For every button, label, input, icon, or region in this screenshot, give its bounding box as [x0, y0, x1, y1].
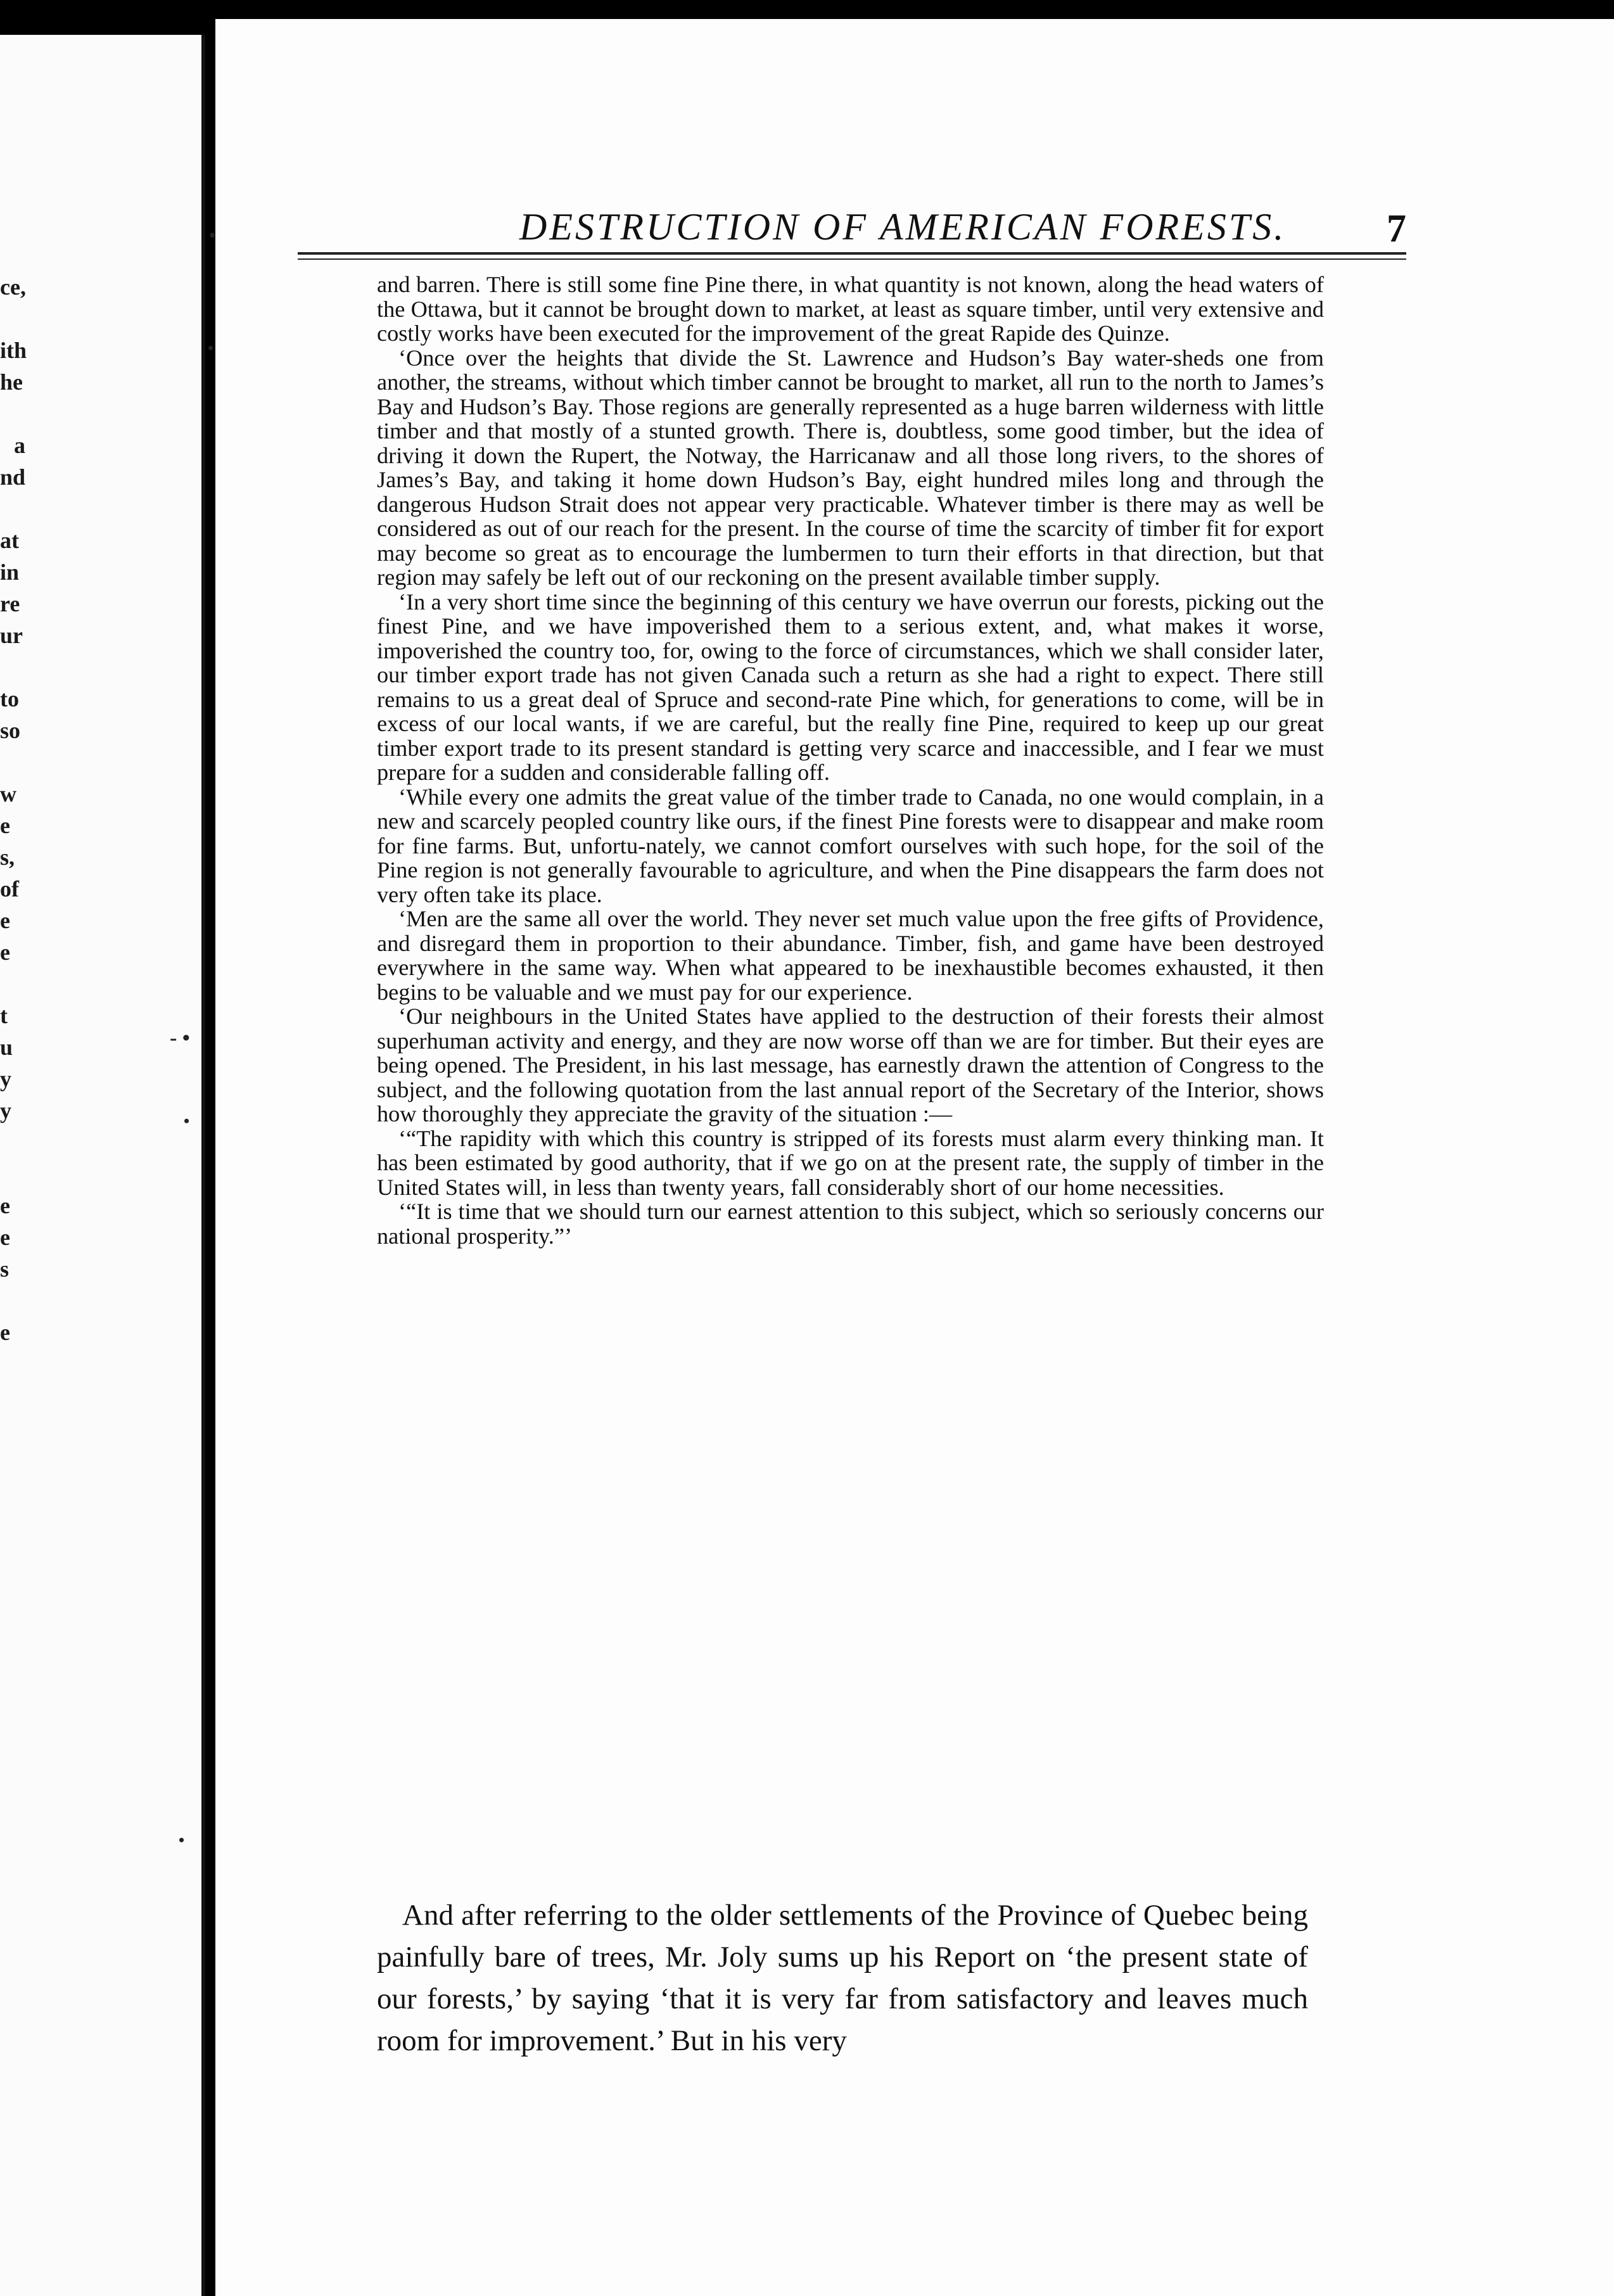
page-number: 7: [1387, 207, 1406, 250]
facing-page-fragment: y: [0, 1066, 11, 1092]
page-header: [298, 190, 1406, 260]
facing-page-fragment: nd: [0, 464, 26, 490]
facing-page-fragment: u: [0, 1035, 13, 1060]
facing-page-fragment: e: [0, 1320, 10, 1345]
facing-page-fragment: to: [0, 686, 19, 711]
margin-mark: •: [209, 225, 216, 246]
facing-page-fragment: e: [0, 908, 10, 933]
quote-paragraph: and barren. There is still some fine Pine there, in what quantity is not known, along the head waters of the Ottawa, but it cannot be brought down to market, at least as square timber, until very extensive and costly works have been executed for the improvement of the great Rapide des Quinze.: [377, 272, 1324, 346]
facing-page-fragment: e: [0, 940, 10, 965]
quote-paragraph: ‘In a very short time since the beginning of this century we have overrun our forests, picking out the finest Pine, and we have impoverished them to a serious extent, and, what makes it worse, impoverished the country too, for, owing to the force of circumstances, which we shall consider later, our timber export trade has not given Canada such a return as she had a right to expect. There still remains to us a great deal of Spruce and second-rate Pine which, for generations to come, will be in excess of our local wants, if we are careful, but the really fine Pine, required to keep up our great timber export trade to its present standard is getting very scarce and inaccessible, and I fear we must prepare for a sudden and considerable falling off.: [377, 589, 1324, 785]
facing-page-fragment: ur: [0, 623, 23, 648]
header-rule: [298, 252, 1406, 255]
facing-page-fragment: so: [0, 718, 21, 743]
facing-page-fragment: s: [0, 1256, 10, 1282]
facing-page-fragment: he: [0, 369, 23, 395]
margin-mark: •: [184, 1112, 190, 1130]
facing-page-fragment: y: [0, 1098, 11, 1123]
page-gutter: [201, 35, 205, 2296]
quote-paragraph: ‘Our neighbours in the United States have applied to the destruction of their forests their almost superhuman activity and energy, and they are now worse off than we are for timber. But their eyes are being opened. The President, in his last message, has earnestly drawn the attention of Congress to the subject, and the following quotation from the last annual report of the Secretary of the Interior, shows how thoroughly they appreciate the gravity of the situation :—: [377, 1004, 1324, 1126]
margin-mark: •: [179, 1831, 185, 1849]
margin-mark: - •: [170, 1026, 190, 1050]
facing-page-fragment: t: [0, 1003, 8, 1028]
facing-page-fragment: ce,: [0, 274, 26, 300]
block-quote: [377, 272, 1324, 1248]
quote-paragraph: ‘“It is time that we should turn our earnest attention to this subject, which so seriously concerns our national prosperity.”’: [377, 1199, 1324, 1249]
facing-page: [0, 35, 203, 2296]
facing-page-fragment: at: [0, 528, 19, 553]
margin-mark: •: [208, 339, 214, 357]
facing-page-fragment: a: [14, 433, 25, 458]
facing-page-fragment: ith: [0, 338, 27, 363]
running-title: DESTRUCTION OF AMERICAN FORESTS.: [519, 206, 1287, 248]
facing-page-fragment: re: [0, 591, 20, 616]
quote-paragraph: ‘Men are the same all over the world. They never set much value upon the free gifts of Providence, and disregard them in proportion to their abundance. Timber, fish, and game have been destroyed everywhere in the same way. When what appeared to be inexhaustible becomes exhausted, it then begins to be valuable and we must pay for our experience.: [377, 906, 1324, 1005]
facing-page-fragment: e: [0, 813, 10, 838]
facing-page-fragment: e: [0, 1193, 10, 1218]
quote-paragraph: ‘“The rapidity with which this country is stripped of its forests must alarm every thinking man. It has been estimated by good authority, that if we go on at the present rate, the supply of timber in the United States will, in less than twenty years, fall considerably short of our home necessities.: [377, 1125, 1324, 1200]
header-rule-thin: [298, 258, 1406, 260]
facing-page-fragment: s,: [0, 845, 15, 870]
facing-page-fragment: of: [0, 876, 19, 902]
facing-page-fragment: e: [0, 1225, 10, 1250]
facing-page-fragment: in: [0, 559, 20, 585]
body-paragraph: And after referring to the older settlements of the Province of Quebec being painfully bare of trees, Mr. Joly sums up his Report on ‘the present state of our forests,’ by saying ‘that it is very far from satisfactory and leaves much room for improvement.’ But in his very: [377, 1899, 1308, 2057]
body-text: [377, 1894, 1308, 2062]
facing-page-fragment: w: [0, 781, 16, 807]
quote-paragraph: ‘Once over the heights that divide the St. Lawrence and Hudson’s Bay water-sheds one from another, the streams, without which timber cannot be brought to market, all run to the north to James’s Bay and Hudson’s Bay. Those regions are generally represented as a huge barren wilderness with little timber and that mostly of a stunted growth. There is, doubtless, some good timber, but the idea of driving it down the Rupert, the Notway, the Harricanaw and all those long rivers, to the shores of James’s Bay, and taking it home down Hudson’s Bay, eight hundred miles long and through the dangerous Hudson Strait does not appear very practicable. Whatever timber is there may as well be considered as out of our reach for the present. In the course of time the scarcity of timber fit for export may become so great as to encourage the lumbermen to turn their efforts in that direction, but that region may safely be left out of our reckoning on the present available timber supply.: [377, 345, 1324, 590]
quote-paragraph: ‘While every one admits the great value of the timber trade to Canada, no one would complain, in a new and scarcely peopled country like ours, if the finest Pine forests were to disappear and make room for fine farms. But, unfortu-nately, we cannot comfort ourselves with such hope, for the soil of the Pine region is not generally favourable to agriculture, and when the Pine disappears the farm does not very often take its place.: [377, 784, 1324, 907]
